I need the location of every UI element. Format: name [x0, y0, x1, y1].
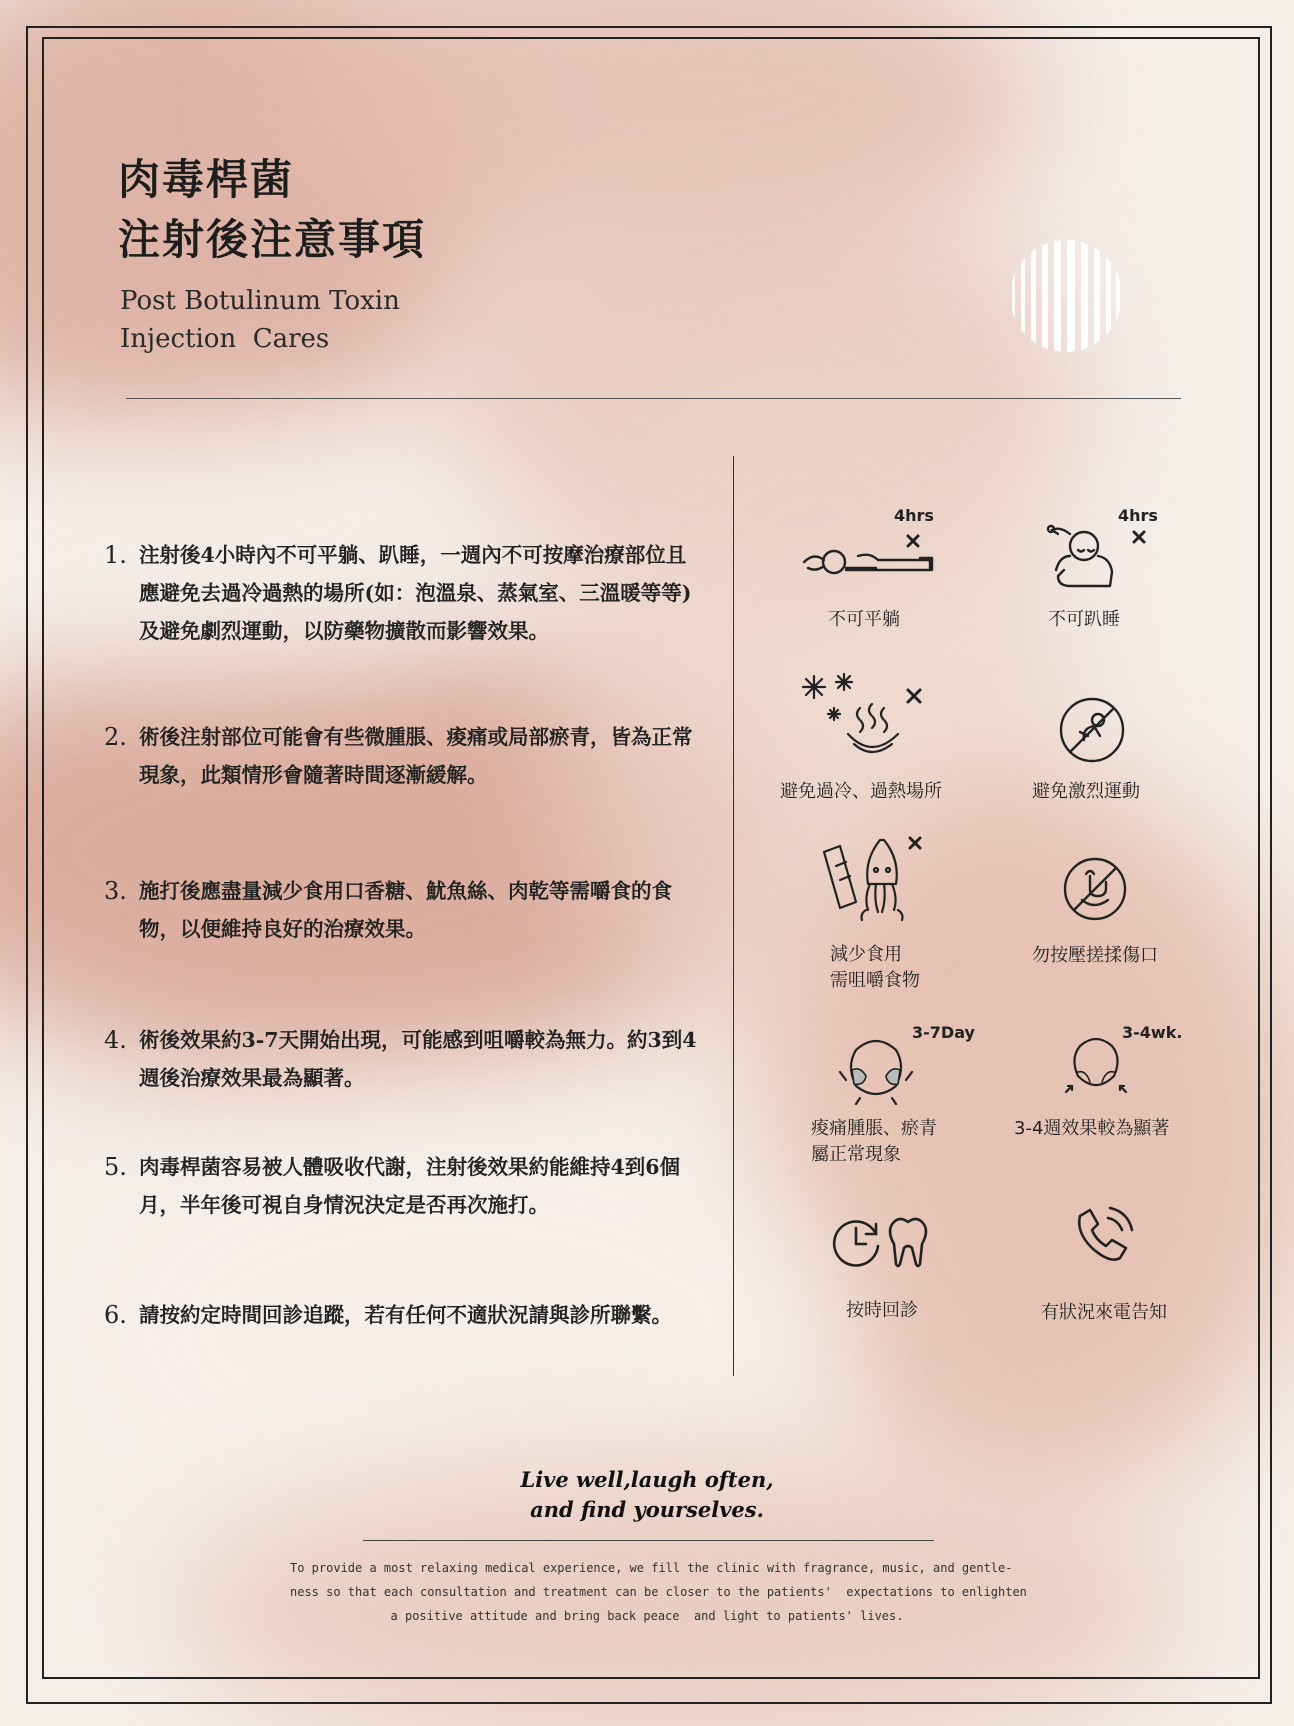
striped-circle-logo-icon	[1008, 238, 1124, 354]
list-item: 3. 施打後應盡量減少食用口香糖、魷魚絲、肉乾等需嚼食的食物，以便維持良好的治療效果。	[104, 877, 672, 941]
mission-statement	[290, 1556, 1027, 1628]
title-en-line2: Injection Cares	[120, 324, 330, 354]
motto-line1: Live well,laugh often,	[520, 1467, 774, 1492]
icon-label-line2: 需咀嚼食物	[830, 970, 920, 991]
duration-tag: 3-4wk.	[1122, 1023, 1183, 1042]
title-zh-line2: 注射後注意事項	[118, 215, 427, 264]
mission-line2: ness so that each consultation and treatment can be closer to the patients' expectations to enlighten	[290, 1585, 1027, 1599]
mission-line1: To provide a most relaxing medical experience, we fill the clinic with fragrance, music, and gentle-	[290, 1561, 1013, 1575]
squid-snack-icon	[818, 836, 930, 928]
motto-line2: and find yourselves.	[530, 1497, 764, 1522]
title-en-line1: Post Botulinum Toxin	[120, 286, 400, 316]
icon-label: 避免過冷、過熱場所	[780, 781, 942, 802]
icon-label: 有狀況來電告知	[1041, 1302, 1167, 1323]
slim-face-icon	[1056, 1036, 1136, 1102]
icon-label: 勿按壓搓揉傷口	[1032, 945, 1158, 966]
no-exercise-icon	[1058, 696, 1126, 764]
title-zh-line1: 肉毒桿菌	[118, 155, 295, 204]
phone-call-icon	[1072, 1204, 1136, 1268]
icon-label-line1: 痠痛腫脹、瘀青	[811, 1118, 937, 1139]
page-title	[118, 150, 426, 270]
duration-tag: 3-7Day	[912, 1023, 975, 1042]
header-divider	[126, 398, 1181, 399]
column-divider	[733, 456, 734, 1376]
swollen-face-icon	[836, 1036, 916, 1106]
icon-label: 按時回診	[846, 1300, 918, 1321]
list-item: 1. 注射後4小時內不可平躺、趴睡，一週內不可按摩治療部位且應避免去過冷過熱的場所(如：泡溫泉、蒸氣室、三溫暖等等)及避免劇烈運動，以防藥物擴散而影響效果。	[104, 541, 692, 643]
lying-down-icon	[800, 528, 940, 580]
clock-tooth-icon	[832, 1214, 942, 1270]
list-item: 5. 肉毒桿菌容易被人體吸收代謝，注射後效果約能維持4到6個月，半年後可視自身情況決定是否再次施打。	[104, 1153, 681, 1217]
icon-label: 避免激烈運動	[1032, 781, 1140, 802]
sleeping-face-down-icon	[1040, 520, 1150, 592]
list-item: 2. 術後注射部位可能會有些微腫脹、痠痛或局部瘀青，皆為正常現象，此類情形會隨著時間逐漸緩解。	[104, 723, 693, 787]
mission-line3: a positive attitude and bring back peace and light to patients' lives.	[390, 1609, 904, 1623]
list-item: 4. 術後效果約3-7天開始出現，可能感到咀嚼較為無力。約3到4週後治療效果最為顯著。	[104, 1026, 697, 1090]
icon-label: 不可平躺	[828, 609, 900, 630]
footer-divider	[363, 1540, 934, 1541]
list-item: 6. 請按約定時間回診追蹤，若有任何不適狀況請與診所聯繫。	[104, 1301, 672, 1329]
icon-label-line1: 減少食用	[830, 944, 902, 965]
hot-cold-icon	[798, 672, 928, 762]
icon-label-line2: 屬正常現象	[811, 1144, 901, 1165]
no-massage-icon	[1062, 856, 1128, 922]
page-subtitle	[120, 282, 400, 358]
icon-label: 3-4週效果較為顯著	[1014, 1118, 1170, 1139]
icon-label: 不可趴睡	[1048, 609, 1120, 630]
duration-tag: 4hrs	[894, 506, 934, 525]
duration-tag: 4hrs	[1118, 506, 1158, 525]
